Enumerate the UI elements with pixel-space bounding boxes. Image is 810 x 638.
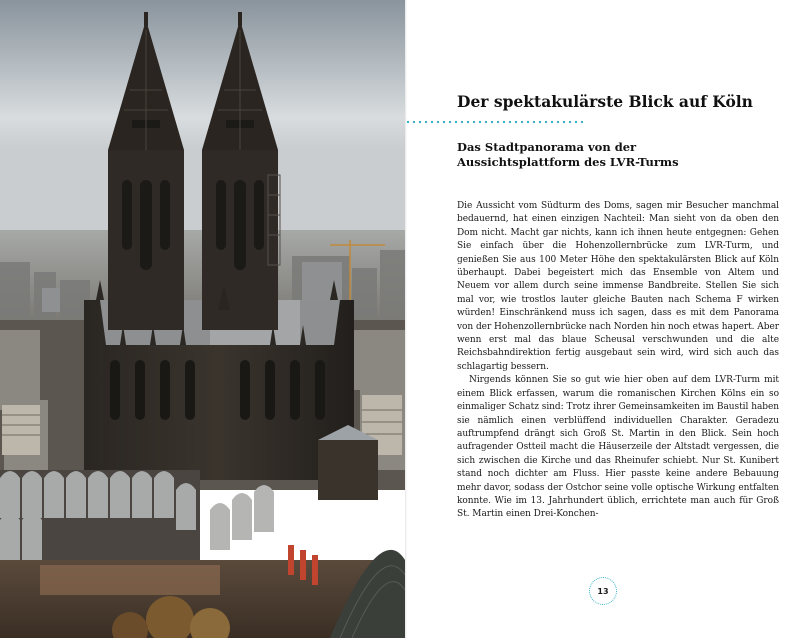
text-page [405, 0, 810, 638]
paragraph: Die Aussicht vom Südturm des Doms, sagen mir Besucher manchmal bedauernd, hat einen einzigen Nachteil: Man sieht von da oben den Dom nicht. Macht gar nichts, kann ich ihnen heute entgegnen: Gehen Sie einfach über die Hohenzollernbrücke zum LVR-Turm, und genießen Sie aus 100 Meter Höhe den spektakulärsten Blick auf Köln überhaupt. Dabei begeistert mich das Ensemble von Altem und Neuem vor allem durch seine immense Bandbreite. Stellen Sie sich mal vor, wie trostlos lauter gleiche Bauten nach Schema F wirken würden! Einschränkend muss ich sagen, dass es mit dem Panorama von der Hohenzollernbrücke nach Norden hin noch etwas hapert. Aber wenn erst mal das blaue Scheusal verschwunden und die alte Reichsbahndirektion fertig ausgebaut sein wird, wird sich auch das schlagartig bessern. [457, 201, 779, 372]
page-number: 13 [589, 577, 617, 605]
paragraph: Nirgends können Sie so gut wie hier oben auf dem LVR-Turm mit einem Blick erfassen, warum die romanischen Kirchen Kölns ein so einmaliger Schatz sind: Trotz ihrer Gemeinsamkeiten im Baustil haben sie nämlich einen verblüffend individuellen Charakter. Geradezu auftrumpfend drängt sich Groß St. Martin in den Blick. Sein hoch aufragender Ostteil macht die Häuserzeile der Altstadt vergessen, die sich zwischen die Kirche und das Rheinufer schiebt. Nur St. Kunibert stand noch dichter am Fluss. Hier passte keine andere Bebauung mehr davor, sodass der Ostchor seine volle optische Wirkung entfalten konnte. Wie im 13. Jahrhundert üblich, errichtete man auch für Groß St. Martin einen Drei-Konchen- [457, 375, 779, 520]
page-title: Der spektakulärste Blick auf Köln [457, 92, 753, 111]
body-text [457, 200, 779, 522]
dotted-divider [405, 120, 585, 124]
page-subtitle: Das Stadtpanorama von der Aussichtsplattform des LVR-Turms [457, 140, 679, 169]
